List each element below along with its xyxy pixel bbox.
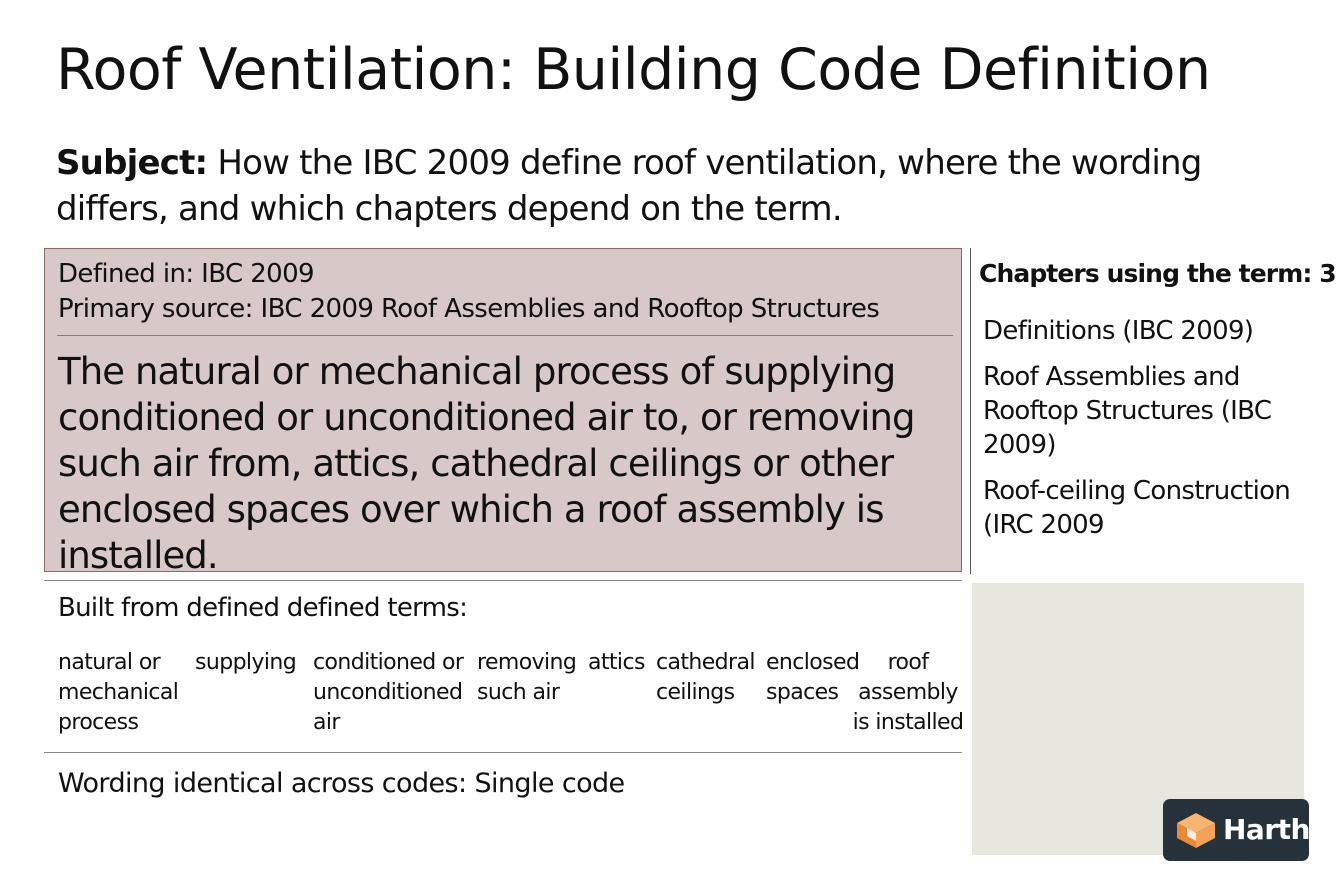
term-item: cathedral ceilings [656,650,755,705]
subject-label: Subject: [56,143,208,183]
orange-cube-icon [1175,811,1217,849]
subject-paragraph [56,140,1236,232]
definition-meta [58,257,953,327]
definition-divider [57,335,953,336]
wording-status: Wording identical across codes: Single code [58,768,625,799]
built-from-label: Built from defined defined terms: [58,593,468,623]
section-divider [44,580,962,581]
term-item: natural or mechanical process [58,650,179,735]
term-item: removing such air [477,650,577,705]
sidebar-divider [970,248,971,574]
definition-box [44,248,962,577]
term-item: supplying [195,650,297,675]
section-divider [44,752,962,753]
page-title: Roof Ventilation: Building Code Definition [56,37,1211,103]
term-item: attics [588,650,645,675]
subject-text: How the IBC 2009 define roof ventilation, where the wording differs, and which chapters depend on the term. [56,143,1202,229]
term-item: roof assembly is installed [852,650,964,735]
watermark-brand: Harth [1223,813,1310,846]
chapters-header: Chapters using the term: 3 [979,259,1336,288]
term-item: enclosed spaces [766,650,860,705]
term-item: conditioned or unconditioned air [313,650,464,735]
watermark-badge [1163,799,1309,861]
definition-text: The natural or mechanical process of supplying conditioned or unconditioned air to, or removing such air from, attics, cathedral ceilings or other enclosed spaces over which a roof assembly is installed. [58,350,915,577]
chapter-item: Roof Assemblies and Rooftop Structures (IBC 2009) [983,362,1272,460]
chapter-item: Definitions (IBC 2009) [983,316,1254,346]
chapter-list [983,314,1323,554]
defined-in: Defined in: IBC 2009 [58,259,314,289]
chapter-item: Roof-ceiling Construction (IRC 2009 [983,476,1291,540]
primary-source: Primary source: IBC 2009 Roof Assemblies and Rooftop Structures [58,294,880,324]
